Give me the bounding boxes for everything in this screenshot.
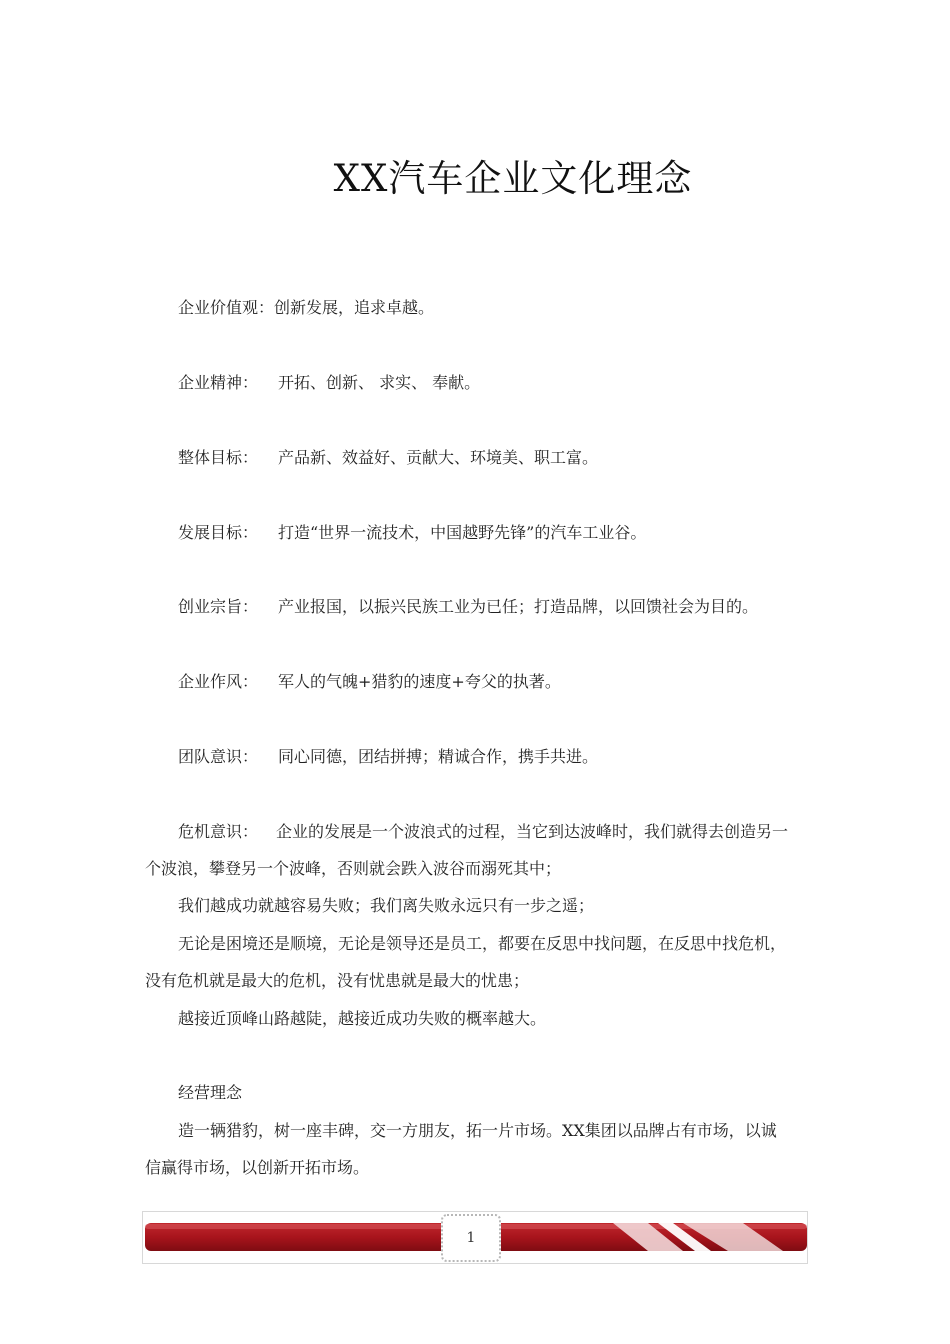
crisis-line-3: 我们越成功就越容易失败；我们离失败永远只有一步之遥；: [178, 896, 595, 915]
item-values: [178, 297, 434, 319]
crisis-label: 危机意识：: [178, 822, 259, 841]
business-heading: 经营理念: [178, 1083, 243, 1102]
item-label: 发展目标：: [178, 523, 259, 542]
crisis-line-1: [178, 821, 788, 843]
item-development-goal: [178, 522, 646, 544]
crisis-text: 企业的发展是一个波浪式的过程，当它到达波峰时，我们就得去创造另一: [276, 822, 789, 841]
item-team: [178, 746, 598, 768]
business-line-1: 造一辆猎豹，树一座丰碑，交一方朋友，拓一片市场。XX集团以品牌占有市场，以诚: [178, 1121, 777, 1140]
crisis-line-6: 越接近顶峰山路越陡，越接近成功失败的概率越大。: [178, 1009, 547, 1028]
item-value: 打造“世界一流技术，中国越野先锋”的汽车工业谷。: [278, 523, 647, 542]
item-label: 企业价值观：: [178, 298, 275, 317]
footer-band: [142, 1211, 808, 1264]
item-label: 团队意识：: [178, 747, 259, 766]
item-label: 整体目标：: [178, 448, 259, 467]
item-label: 企业精神：: [178, 373, 259, 392]
crisis-line-2: 个波浪，攀登另一个波峰，否则就会跌入波谷而溺死其中；: [145, 859, 562, 878]
item-spirit: [178, 372, 480, 394]
item-value: 创新发展，追求卓越。: [274, 298, 435, 317]
page-number: 1: [441, 1214, 501, 1262]
crisis-line-4: 无论是困境还是顺境，无论是领导还是员工，都要在反思中找问题，在反思中找危机，: [178, 934, 787, 953]
item-value: 同心同德，团结拼搏；精诚合作，携手共进。: [278, 747, 599, 766]
crisis-line-5: 没有危机就是最大的危机，没有忧患就是最大的忧患；: [145, 971, 530, 990]
item-purpose: [178, 596, 758, 618]
item-style: [178, 671, 561, 693]
item-label: 创业宗旨：: [178, 597, 259, 616]
item-overall-goal: [178, 447, 598, 469]
page-title: XX汽车企业文化理念: [333, 157, 693, 200]
item-value: 产业报国，以振兴民族工业为已任；打造品牌，以回馈社会为目的。: [278, 597, 759, 616]
item-value: 军人的气魄+猎豹的速度+夸父的执著。: [278, 672, 561, 691]
item-label: 企业作风：: [178, 672, 259, 691]
business-line-2: 信赢得市场，以创新开拓市场。: [145, 1158, 370, 1177]
item-value: 开拓、创新、 求实、 奉献。: [278, 373, 481, 392]
item-value: 产品新、效益好、贡献大、环境美、职工富。: [278, 448, 599, 467]
